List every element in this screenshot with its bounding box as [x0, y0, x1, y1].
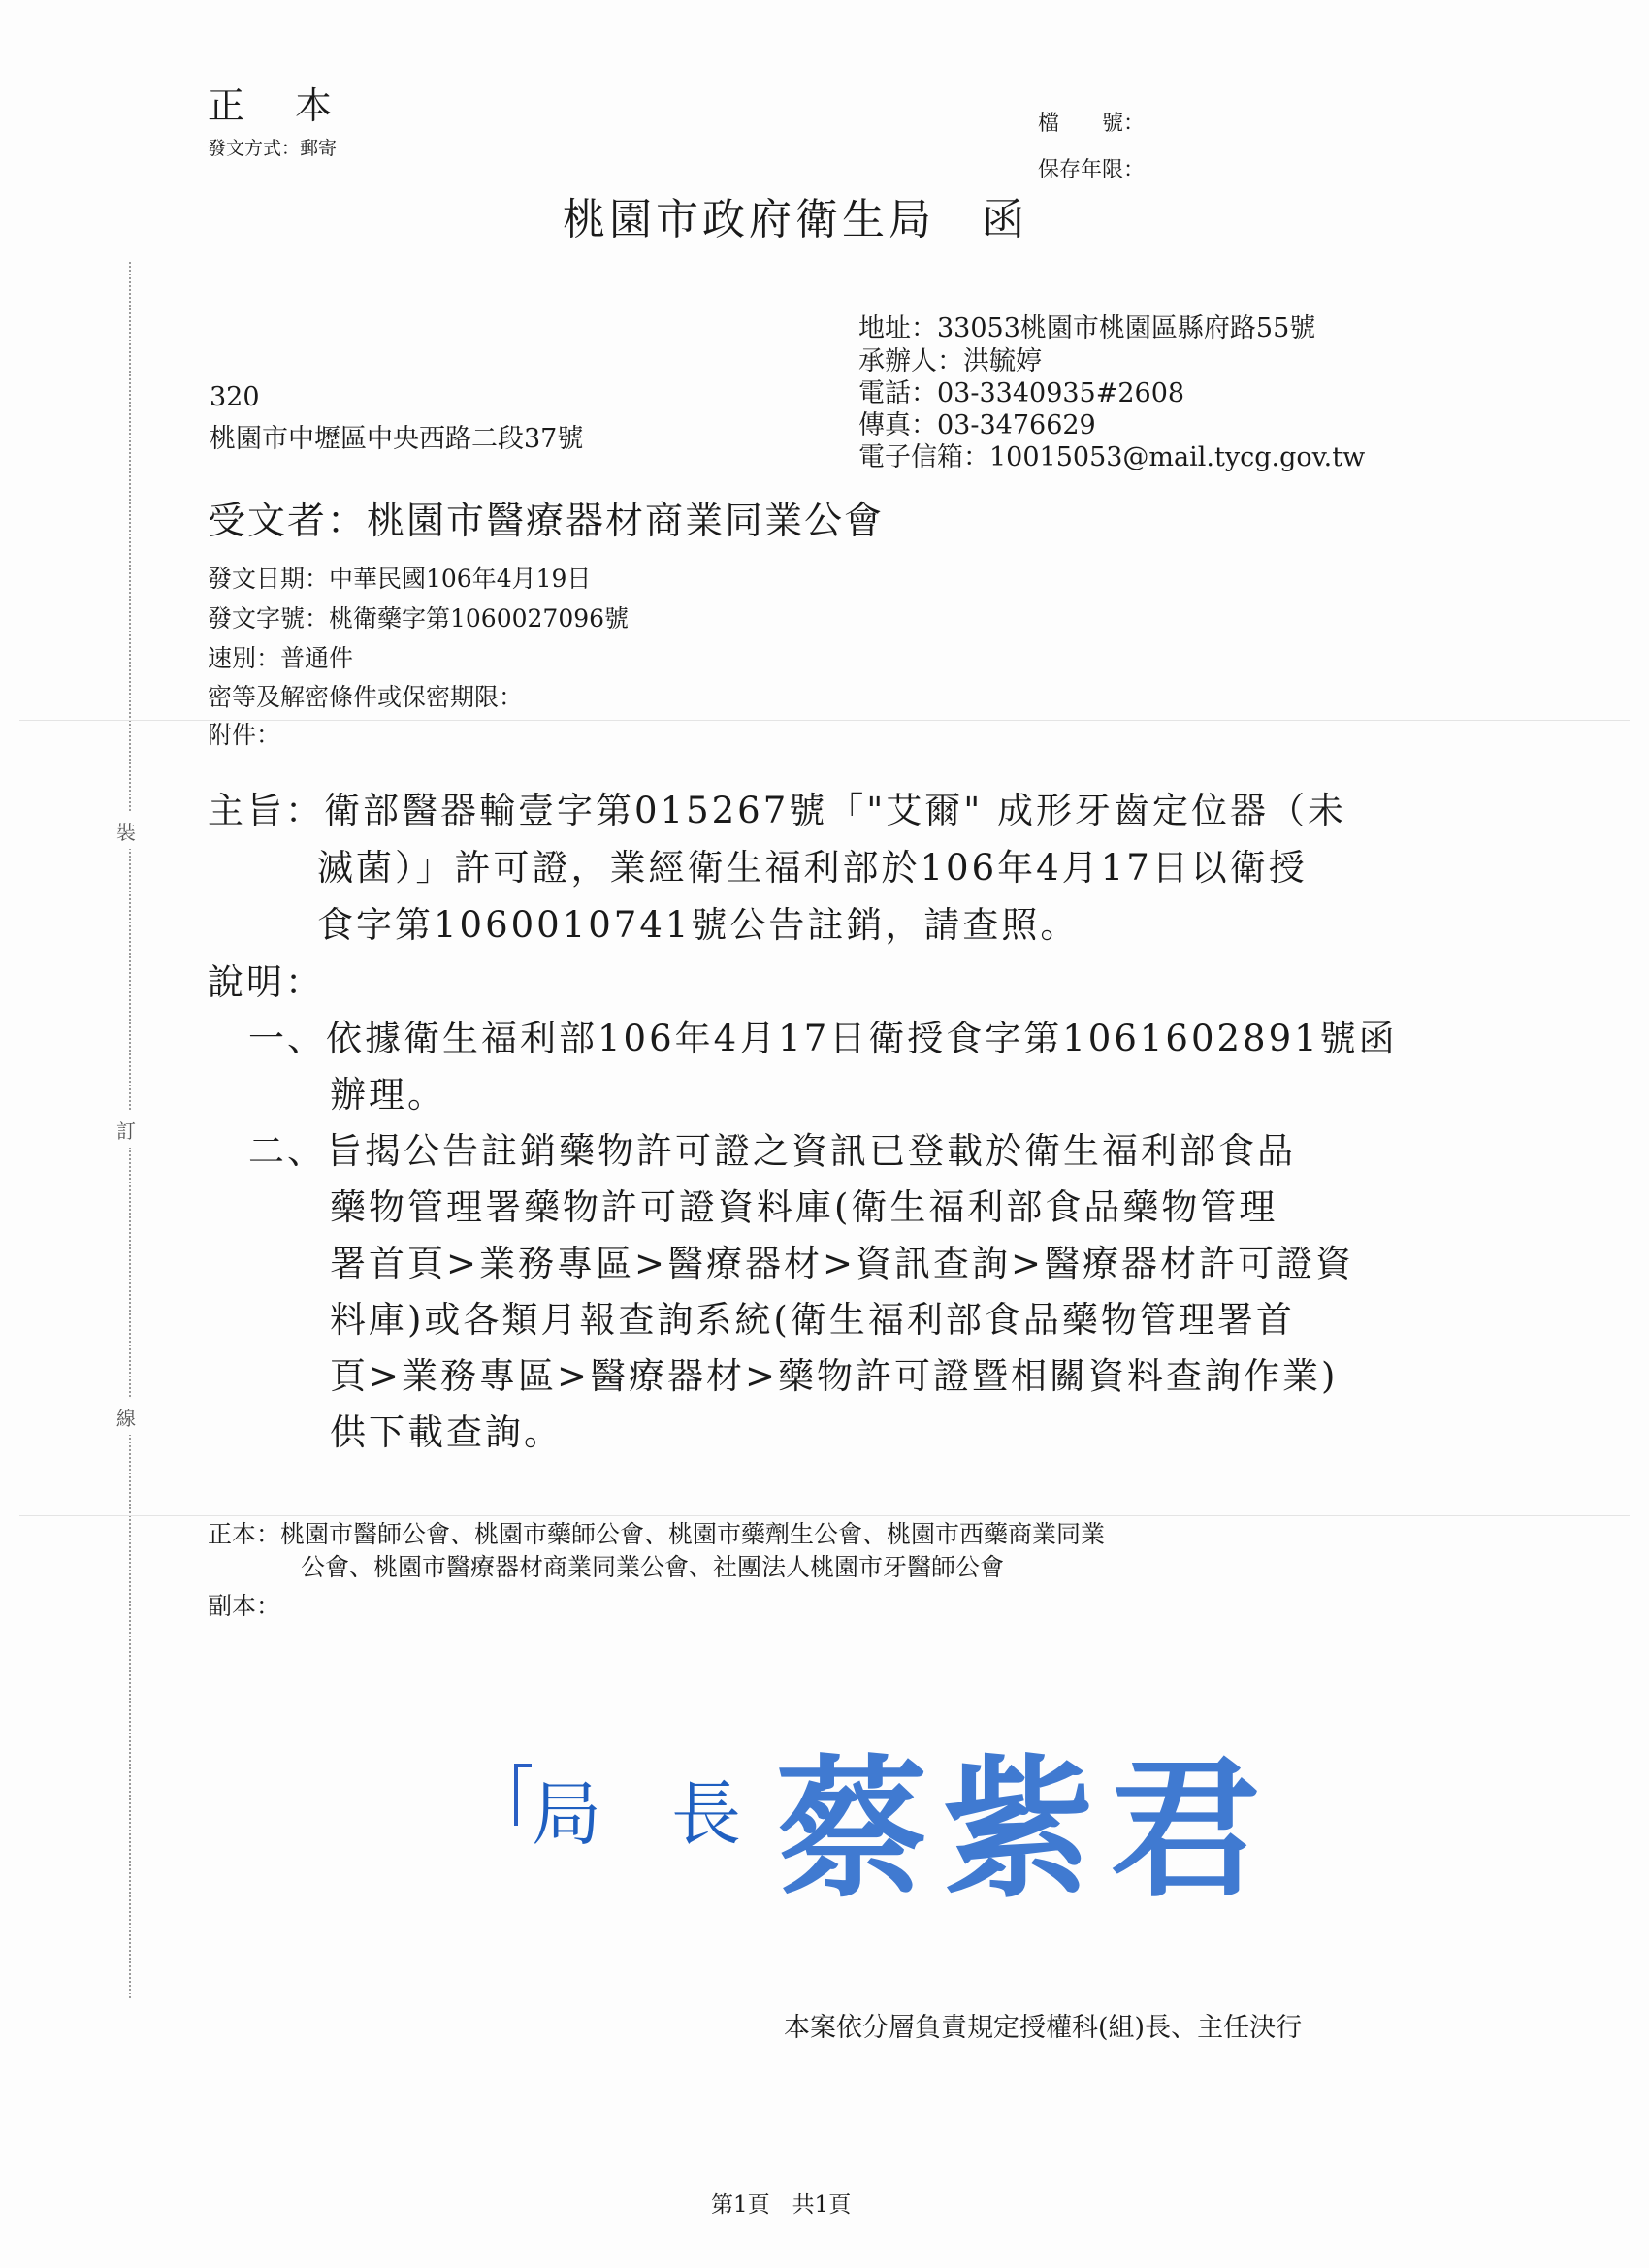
stamp-bracket-mark	[514, 1764, 532, 1826]
explanation-item-2-line-6: 供下載查詢。	[330, 1411, 563, 1453]
copy-recipients: 副本：	[208, 1592, 281, 1620]
secrecy-level: 密等及解密條件或保密期限：	[208, 683, 524, 711]
explanation-item-2-line-5: 頁>業務專區>醫療器材>藥物許可證暨相關資料查詢作業)	[330, 1355, 1339, 1397]
explanation-label: 說明：	[208, 961, 324, 1003]
director-signature-stamp: 蔡紫君	[776, 1741, 1277, 1918]
copy-type: 正 本	[208, 84, 352, 127]
retention-label: 保存年限：	[1038, 158, 1146, 182]
page-number: 第1頁 共1頁	[711, 2192, 852, 2218]
recipient-address: 桃園市中壢區中央西路二段37號	[210, 424, 584, 454]
explanation-item-2-line-4: 料庫)或各類月報查詢系統(衛生福利部食品藥物管理署首	[330, 1299, 1295, 1341]
subject-line-1: 主旨：衛部醫器輸壹字第015267號「"艾爾" 成形牙齒定位器（未	[208, 790, 1347, 831]
original-recipients-line-1: 正本：桃園市醫師公會、桃園市藥師公會、桃園市藥劑生公會、桃園市西藥商業同業	[208, 1520, 1106, 1548]
speed-category: 速別：普通件	[208, 644, 354, 672]
binding-mark-xian: 線	[116, 1399, 136, 1435]
explanation-item-1-line-2: 辦理。	[330, 1074, 446, 1116]
fax-number: 傳真：03-3476629	[858, 410, 1096, 440]
explanation-item-2-line-1: 二、旨揭公告註銷藥物許可證之資訊已登載於衛生福利部食品	[248, 1130, 1296, 1172]
original-recipients-line-2: 公會、桃園市醫療器材商業同業公會、社團法人桃園市牙醫師公會	[301, 1553, 1005, 1581]
sender-address: 地址：33053桃園市桃園區縣府路55號	[858, 313, 1316, 343]
document-number: 發文字號：桃衛藥字第1060027096號	[208, 604, 630, 632]
explanation-item-2-line-2: 藥物管理署藥物許可證資料庫(衛生福利部食品藥物管理	[330, 1186, 1278, 1228]
subject-line-2: 滅菌）」許可證，業經衛生福利部於106年4月17日以衛授	[317, 847, 1308, 889]
issue-date: 發文日期：中華民國106年4月19日	[208, 565, 592, 593]
attachment: 附件：	[208, 721, 281, 749]
explanation-item-1-line-1: 一、依據衛生福利部106年4月17日衛授食字第1061602891號函	[248, 1018, 1398, 1059]
binding-mark-zhuang: 裝	[116, 813, 136, 849]
explanation-item-2-line-3: 署首頁>業務專區>醫療器材>資訊查詢>醫療器材許可證資	[330, 1243, 1355, 1284]
document-title: 桃園市政府衛生局 函	[563, 195, 1028, 244]
handler-name: 承辦人：洪毓婷	[858, 346, 1042, 376]
send-method: 發文方式：郵寄	[208, 138, 338, 159]
receiver: 受文者：桃園市醫療器材商業同業公會	[208, 500, 885, 543]
phone-number: 電話：03-3340935#2608	[858, 378, 1185, 408]
email-address: 電子信箱：10015053@mail.tycg.gov.tw	[858, 442, 1366, 472]
subject-line-3: 食字第1060010741號公告註銷，請查照。	[317, 904, 1080, 946]
director-title-stamp: 局 長	[532, 1773, 742, 1855]
binding-mark-ding: 訂	[116, 1112, 136, 1148]
delegation-note: 本案依分層負責規定授權科(組)長、主任決行	[784, 2013, 1303, 2043]
postal-code: 320	[210, 382, 260, 412]
file-number-label: 檔 號：	[1038, 112, 1146, 136]
